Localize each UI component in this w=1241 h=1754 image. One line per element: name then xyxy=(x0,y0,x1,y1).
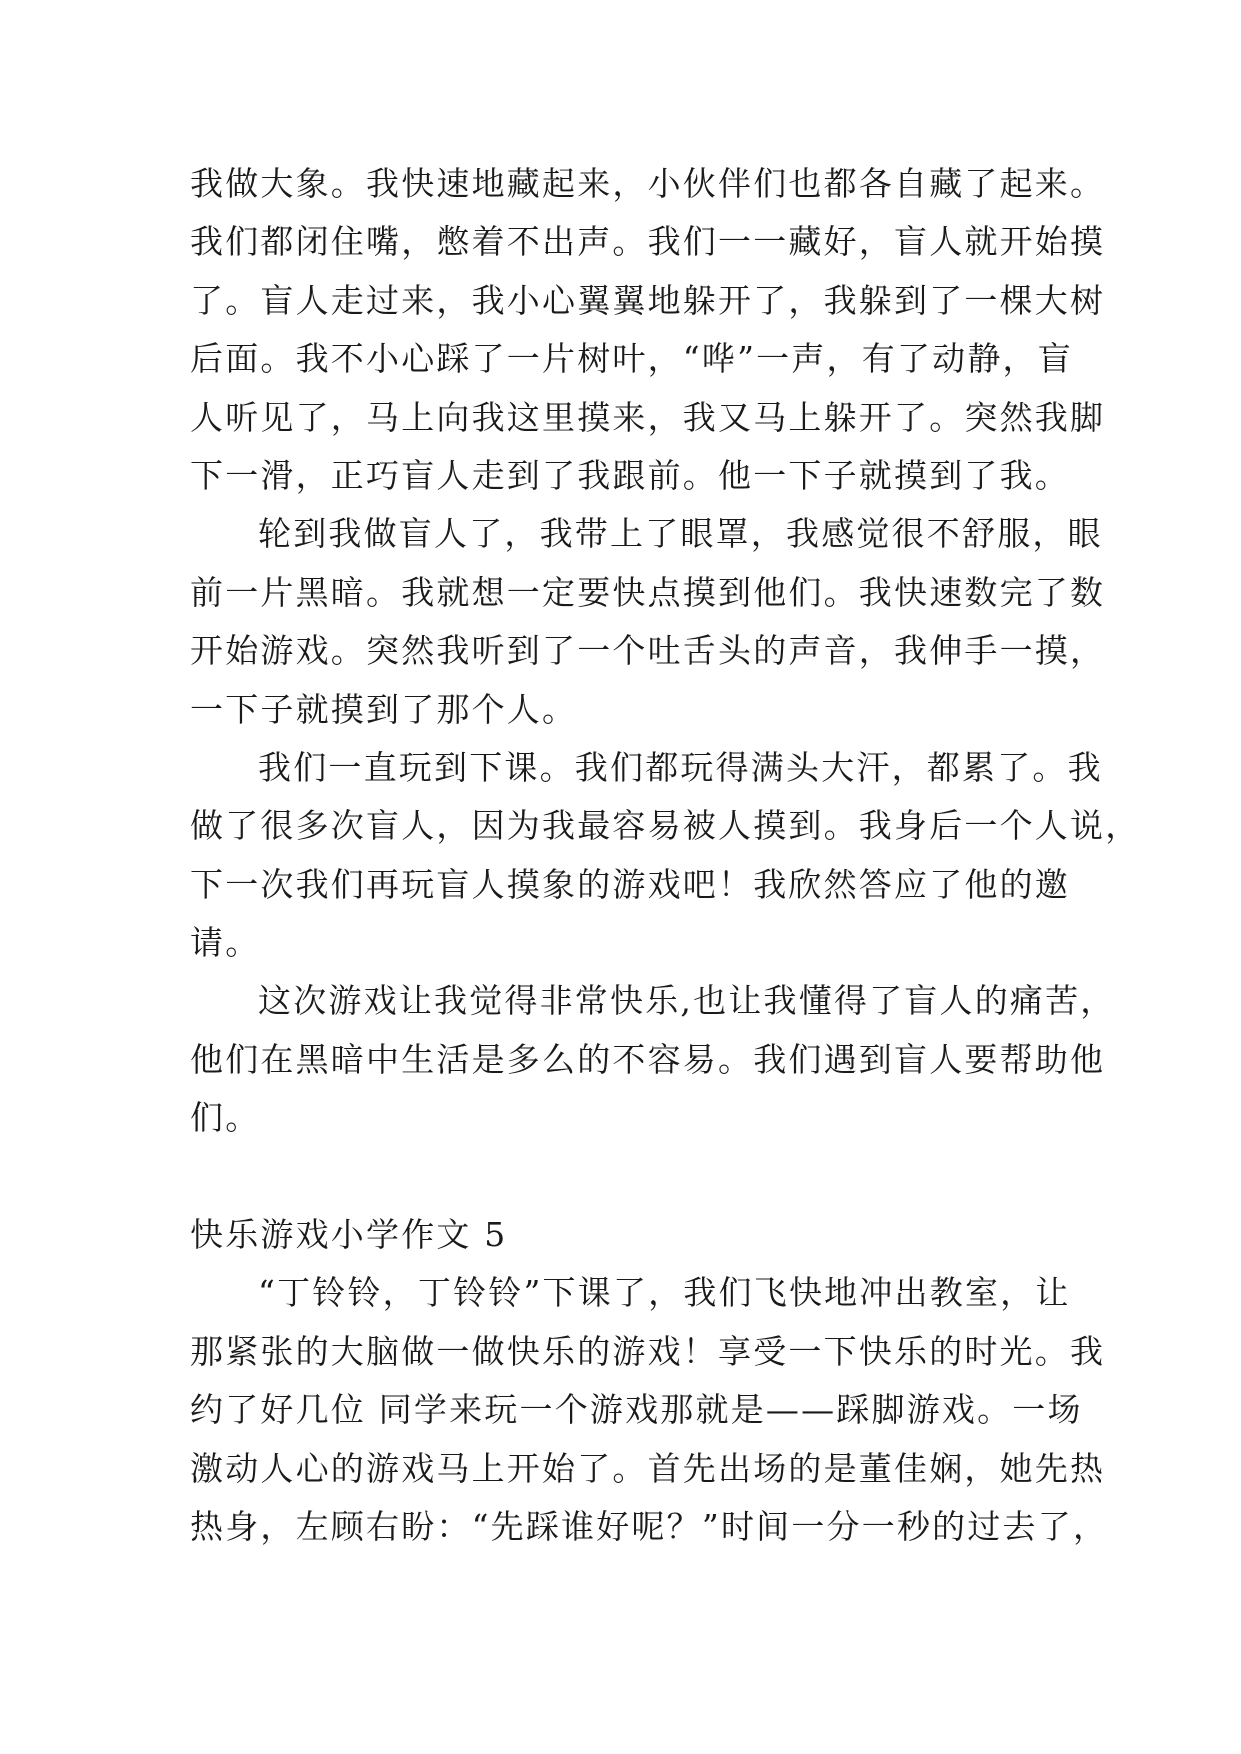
text-line: 我做大象。我快速地藏起来，小伙伴们也都各自藏了起来。 xyxy=(190,164,1106,203)
text-line: 们。 xyxy=(190,1098,261,1138)
text-line: 下一次我们再玩盲人摸象的游戏吧！我欣然答应了他的邀 xyxy=(190,864,1070,904)
text-line: 一下子就摸到了那个人。 xyxy=(190,689,578,729)
text-line: 前一片黑暗。我就想一定要快点摸到他们。我快速数完了数 xyxy=(190,572,1106,612)
text-line: 那紧张的大脑做一做快乐的游戏！享受一下快乐的时光。我 xyxy=(190,1331,1106,1371)
text-line: “丁铃铃，丁铃铃”下课了，我们飞快地冲出教室，让 xyxy=(258,1273,1071,1313)
text-line: 我们都闭住嘴，憋着不出声。我们一一藏好，盲人就开始摸 xyxy=(190,222,1106,262)
paragraph-3 xyxy=(190,739,1141,973)
text-line: 请。 xyxy=(190,923,261,963)
text-line: 后面。我不小心踩了一片树叶，“哗”一声，有了动静，盲 xyxy=(190,339,1073,379)
paragraph-1 xyxy=(190,155,1106,505)
paragraph-4 xyxy=(190,972,1116,1147)
paragraph-2 xyxy=(190,505,1106,739)
text-line: 下一滑，正巧盲人走到了我跟前。他一下子就摸到了我。 xyxy=(190,455,1070,495)
section-title: 快乐游戏小学作文 5 xyxy=(190,1215,508,1255)
text-line: 这次游戏让我觉得非常快乐,也让我懂得了盲人的痛苦， xyxy=(258,981,1116,1021)
paragraph-5 xyxy=(190,1264,1109,1556)
text-line: 了。盲人走过来，我小心翼翼地躲开了，我躲到了一棵大树 xyxy=(190,280,1106,320)
text-line: 约了好几位 同学来玩一个游戏那就是——踩脚游戏。一场 xyxy=(190,1390,1083,1430)
text-line: 开始游戏。突然我听到了一个吐舌头的声音，我伸手一摸， xyxy=(190,631,1106,671)
text-line: 他们在黑暗中生活是多么的不容易。我们遇到盲人要帮助他 xyxy=(190,1039,1106,1079)
text-line: 热身，左顾右盼：“先踩谁好呢？”时间一分一秒的过去了， xyxy=(190,1506,1109,1546)
text-line: 人听见了，马上向我这里摸来，我又马上躲开了。突然我脚 xyxy=(190,397,1106,437)
text-line: 激动人心的游戏马上开始了。首先出场的是董佳娴，她先热 xyxy=(190,1448,1106,1488)
text-line: 我们一直玩到下课。我们都玩得满头大汗，都累了。我 xyxy=(258,747,1103,787)
blank-line xyxy=(190,1148,1070,1206)
text-line: 轮到我做盲人了，我带上了眼罩，我感觉很不舒服，眼 xyxy=(258,514,1103,554)
document-body xyxy=(190,155,1141,1556)
text-line: 做了很多次盲人，因为我最容易被人摸到。我身后一个人说， xyxy=(190,806,1141,846)
